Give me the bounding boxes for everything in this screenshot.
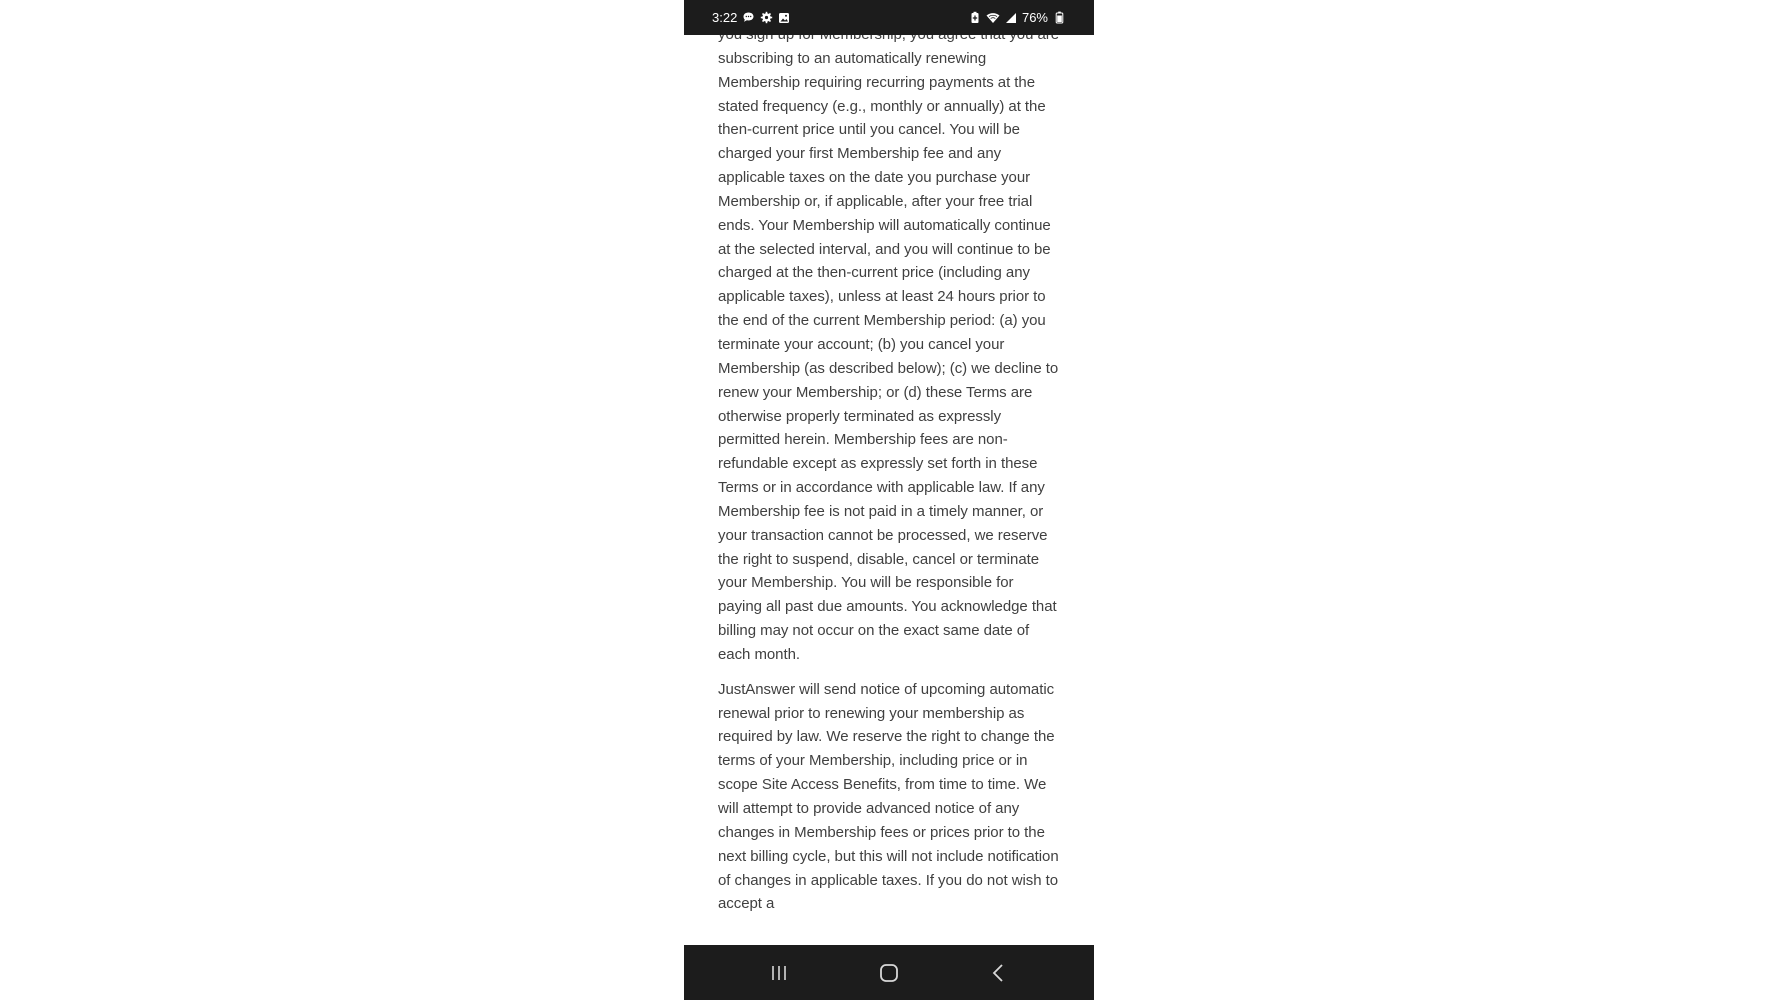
chat-icon: [741, 11, 755, 25]
signal-icon: [1004, 11, 1018, 25]
status-right: [968, 10, 1066, 25]
recent-apps-button[interactable]: [749, 953, 809, 993]
settings-icon: [759, 11, 773, 25]
status-left: [712, 10, 791, 25]
battery-percent: 76%: [1021, 10, 1048, 25]
status-bar: [684, 0, 1094, 35]
status-time: 3:22: [712, 10, 738, 25]
home-icon: [878, 962, 900, 984]
home-button[interactable]: [859, 953, 919, 993]
back-icon: [991, 963, 1007, 983]
terms-paragraph-membership-billing: subscribing to an automatically renewing Membership requiring recurring payments at the stated frequency (e.g., monthly or annually) at the then-current price until you cancel. You will be charged your first Membership fee and any applicable taxes on the date you purchase your Membership or, if applicable, after your free trial ends. Your Membership will automatically continue at the selected interval, and you will continue to be charged at the then-current price (including any applicable taxes), unless at least 24 hours prior to the end of the current Membership period: (a) you terminate your account; (b) you cancel your Membership (as described below); (c) we decline to renew your Membership; or (d) these Terms are otherwise properly terminated as expressly permitted herein. Membership fees are non-refundable except as expressly set forth in these Terms or in accordance with applicable law. If any Membership fee is not paid in a timely manner, or your transaction cannot be processed, we reserve the right to suspend, disable, cancel or terminate your Membership. You will be responsible for paying all past due amounts. You acknowledge that billing may not occur on the exact same date of each month.: [718, 49, 1059, 663]
battery-saver-icon: [968, 11, 982, 25]
wifi-icon: [986, 11, 1000, 25]
navigation-bar: [684, 945, 1094, 1000]
terms-content[interactable]: [684, 23, 1094, 945]
phone-screen: [684, 0, 1094, 1000]
gallery-icon: [777, 11, 791, 25]
battery-icon: [1052, 11, 1066, 25]
recent-apps-icon: [769, 964, 789, 982]
terms-paragraph-renewal-notice: JustAnswer will send notice of upcoming automatic renewal prior to renewing your membership as required by law. We reserve the right to change the terms of your Membership, including price or in scope Site Access Benefits, from time to time. We will attempt to provide advanced notice of any changes in Membership fees or prices prior to the next billing cycle, but this will not include notification of changes in applicable taxes. If you do not wish to accept a: [718, 680, 1059, 913]
back-button[interactable]: [969, 953, 1029, 993]
